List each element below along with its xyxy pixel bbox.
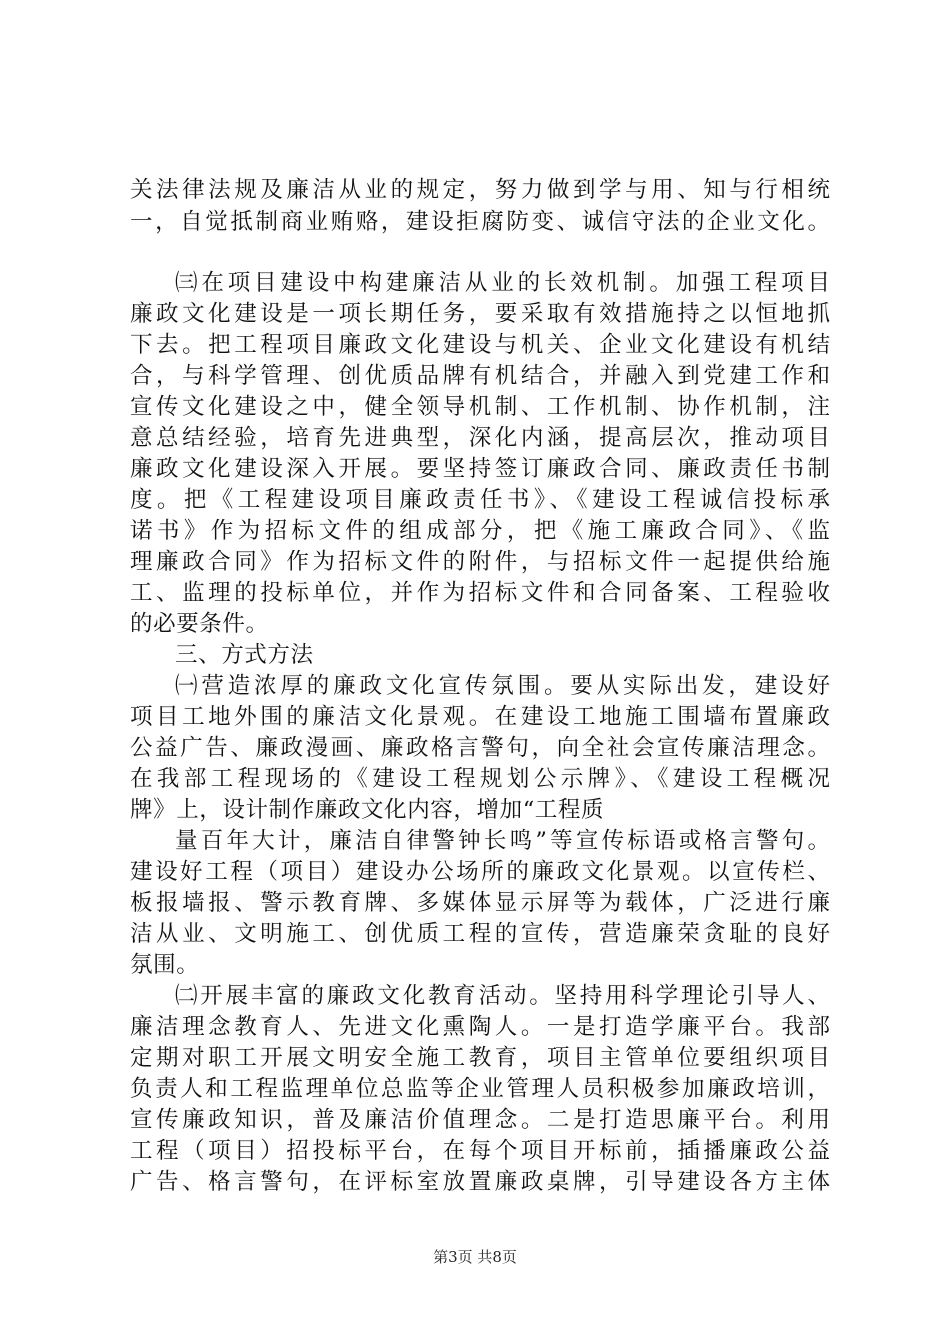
- text-line: 公益广告、廉政漫画、廉政格言警句，向全社会宣传廉洁理念。: [130, 735, 830, 761]
- text-line: ㈠营造浓厚的廉政文化宣传氛围。要从实际出发，建设好: [175, 673, 830, 699]
- text-line: 氛围。: [130, 952, 200, 978]
- text-line: 度。把《工程建设项目廉政责任书》、《建设工程诚信投标承: [130, 487, 830, 513]
- text-line: 关法律法规及廉洁从业的规定，努力做到学与用、知与行相统: [130, 177, 830, 203]
- text-line: 量百年大计，廉洁自律警钟长鸣”等宣传标语或格言警句。: [175, 828, 830, 854]
- text-line: 廉政文化建设是一项长期任务，要采取有效措施持之以恒地抓: [130, 301, 830, 327]
- text-line: 宣传文化建设之中，健全领导机制、工作机制、协作机制，注: [130, 394, 830, 420]
- text-line: 在我部工程现场的《建设工程规划公示牌》、《建设工程概况: [130, 766, 830, 792]
- text-line: 负责人和工程监理单位总监等企业管理人员积极参加廉政培训，: [130, 1076, 830, 1102]
- text-line: 的必要条件。: [130, 611, 269, 637]
- text-line: 项目工地外围的廉洁文化景观。在建设工地施工围墙布置廉政: [130, 704, 830, 730]
- section-heading: 三、方式方法: [175, 642, 314, 668]
- text-line: 廉政文化建设深入开展。要坚持签订廉政合同、廉政责任书制: [130, 456, 830, 482]
- text-line: 工、监理的投标单位，并作为招标文件和合同备案、工程验收: [130, 580, 830, 606]
- text-line: 工程（项目）招投标平台，在每个项目开标前，插播廉政公益: [130, 1138, 830, 1164]
- text-line: 广告、格言警句，在评标室放置廉政桌牌，引导建设各方主体: [130, 1169, 830, 1195]
- text-line: ㈡开展丰富的廉政文化教育活动。坚持用科学理论引导人、: [175, 983, 830, 1009]
- text-line: 一，自觉抵制商业贿赂，建设拒腐防变、诚信守法的企业文化。: [130, 209, 830, 235]
- text-line: 板报墙报、警示教育牌、多媒体显示屏等为载体，广泛进行廉: [130, 890, 830, 916]
- text-line: 定期对职工开展文明安全施工教育，项目主管单位要组织项目: [130, 1045, 830, 1071]
- text-line: 廉洁理念教育人、先进文化熏陶人。一是打造学廉平台。我部: [130, 1014, 830, 1040]
- text-line: 建设好工程（项目）建设办公场所的廉政文化景观。以宣传栏、: [130, 859, 830, 885]
- text-line: 宣传廉政知识，普及廉洁价值理念。二是打造思廉平台。利用: [130, 1107, 830, 1133]
- text-line: ㈢在项目建设中构建廉洁从业的长效机制。加强工程项目: [175, 270, 830, 296]
- text-line: 洁从业、文明施工、创优质工程的宣传，营造廉荣贪耻的良好: [130, 921, 830, 947]
- text-line: 诺书》作为招标文件的组成部分，把《施工廉政合同》、《监: [130, 518, 830, 544]
- text-line: 理廉政合同》作为招标文件的附件，与招标文件一起提供给施: [130, 549, 830, 575]
- page-number: 第3页 共8页: [433, 1248, 517, 1266]
- text-line: 合，与科学管理、创优质品牌有机结合，并融入到党建工作和: [130, 363, 830, 389]
- text-line: 意总结经验，培育先进典型，深化内涵，提高层次，推动项目: [130, 425, 830, 451]
- text-line: 下去。把工程项目廉政文化建设与机关、企业文化建设有机结: [130, 332, 830, 358]
- text-line: 牌》上，设计制作廉政文化内容，增加“工程质: [130, 797, 605, 823]
